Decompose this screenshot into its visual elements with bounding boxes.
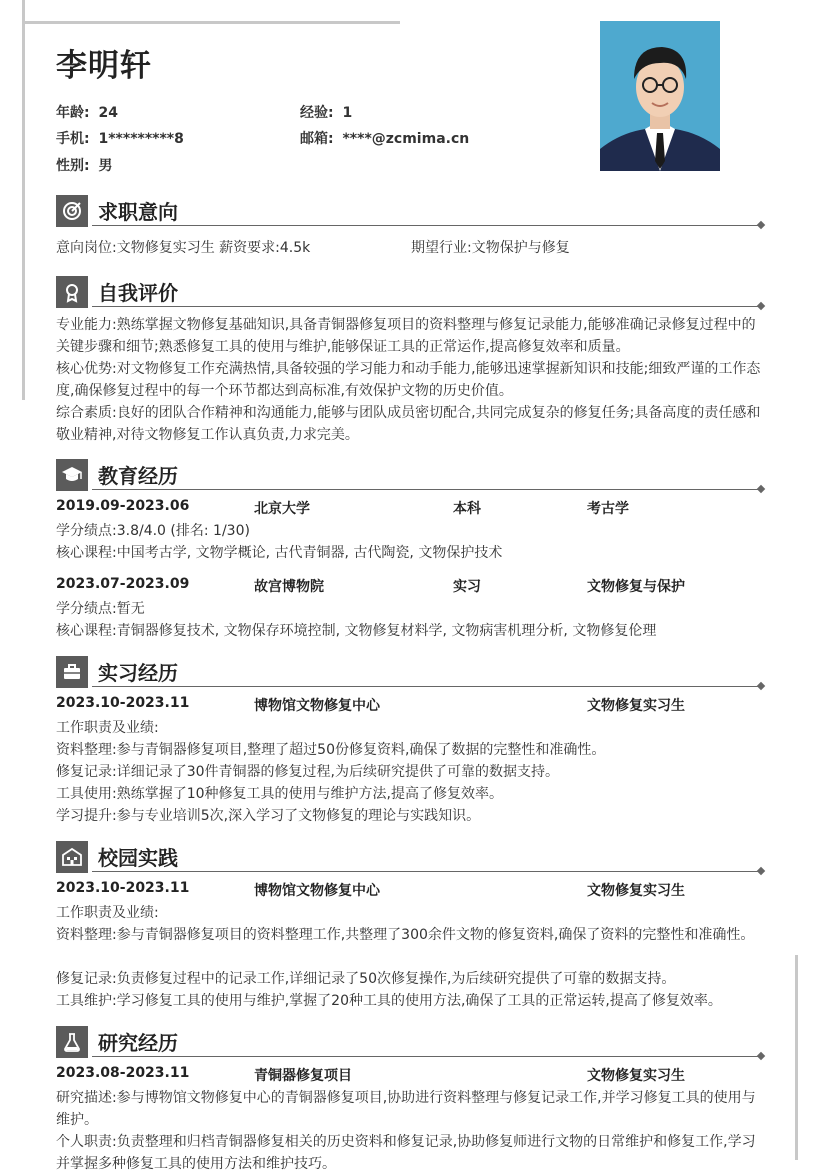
- graduation-cap-icon: [56, 459, 88, 491]
- intent-position-salary: 意向岗位:文物修复实习生 薪资要求:4.5k: [56, 240, 311, 256]
- age-value: 24: [98, 105, 118, 121]
- briefcase-icon: [56, 656, 88, 688]
- research-project: 青铜器修复项目: [254, 1068, 352, 1084]
- section-divider: [92, 686, 760, 687]
- email-field: [300, 128, 469, 148]
- section-divider-dot: [757, 302, 765, 310]
- section-divider: [92, 871, 760, 872]
- section-header-research: [56, 1026, 765, 1060]
- section-title-intent: 求职意向: [98, 200, 178, 224]
- email-value: ****@zcmima.cn: [342, 131, 470, 147]
- research-role: 文物修复实习生: [587, 1068, 685, 1084]
- edu-1-major: 考古学: [587, 501, 629, 517]
- research-date: 2023.08-2023.11: [56, 1065, 190, 1081]
- edu-2-degree: 实习: [453, 579, 481, 595]
- section-divider: [92, 1056, 760, 1057]
- research-description: 研究描述:参与博物馆文物修复中心的青铜器修复项目,协助进行资料整理与修复记录工作,并学习修复工具的使用与维护。: [56, 1090, 756, 1128]
- intern-line: 修复记录:详细记录了30件青铜器的修复过程,为后续研究提供了可靠的数据支持。: [56, 764, 559, 780]
- phone-value: 1*********8: [98, 131, 184, 147]
- phone-label: 手机:: [56, 131, 90, 147]
- phone-field: [56, 128, 184, 148]
- section-divider-dot: [757, 221, 765, 229]
- intern-line: 工作职责及业绩:: [56, 720, 159, 736]
- email-label: 邮箱:: [300, 131, 334, 147]
- section-divider: [92, 225, 760, 226]
- intern-line: 工具使用:熟练掌握了10种修复工具的使用与维护方法,提高了修复效率。: [56, 786, 503, 802]
- section-title-internship: 实习经历: [98, 661, 178, 685]
- section-header-self: [56, 276, 765, 310]
- section-divider-dot: [757, 682, 765, 690]
- section-title-research: 研究经历: [98, 1031, 178, 1055]
- campus-line: 资料整理:参与青铜器修复项目的资料整理工作,共整理了300余件文物的修复资料,确保了资料的完整性和准确性。: [56, 927, 755, 943]
- section-divider-dot: [757, 867, 765, 875]
- edu-1-degree: 本科: [453, 501, 481, 517]
- section-header-internship: [56, 656, 765, 690]
- research-duties: 个人职责:负责整理和归档青铜器修复相关的历史资料和修复记录,协助修复师进行文物的日常维护和修复工作,学习并掌握多种修复工具的使用方法和维护技巧。: [56, 1134, 756, 1172]
- intern-line: 学习提升:参与专业培训5次,深入学习了文物修复的理论与实践知识。: [56, 808, 481, 824]
- decorative-left-line: [22, 0, 25, 400]
- age-label: 年龄:: [56, 105, 90, 121]
- intern-date: 2023.10-2023.11: [56, 695, 190, 711]
- profile-photo: [600, 21, 720, 171]
- edu-1-school: 北京大学: [254, 501, 310, 517]
- section-divider: [92, 306, 760, 307]
- campus-line: 工作职责及业绩:: [56, 905, 159, 921]
- campus-line: 工具维护:学习修复工具的使用与维护,掌握了20种工具的使用方法,确保了工具的正常运转,提高了修复效率。: [56, 993, 722, 1009]
- experience-label: 经验:: [300, 105, 334, 121]
- section-title-self: 自我评价: [98, 281, 178, 305]
- gender-label: 性别:: [56, 158, 90, 174]
- intern-role: 文物修复实习生: [587, 698, 685, 714]
- age-field: [56, 102, 118, 122]
- section-header-education: [56, 459, 765, 493]
- edu-2-date: 2023.07-2023.09: [56, 576, 190, 592]
- self-eval-strength: 核心优势:对文物修复工作充满热情,具备较强的学习能力和动手能力,能够迅速掌握新知识和技能;细致严谨的工作态度,确保修复过程中的每一个环节都达到高标准,有效保护文物的历史价值。: [56, 361, 761, 399]
- section-divider-dot: [757, 485, 765, 493]
- edu-2-gpa: 学分绩点:暂无: [56, 601, 145, 617]
- campus-role: 文物修复实习生: [587, 883, 685, 899]
- self-eval-quality: 综合素质:良好的团队合作精神和沟通能力,能够与团队成员密切配合,共同完成复杂的修复任务;具备高度的责任感和敬业精神,对待文物修复工作认真负责,力求完美。: [56, 405, 761, 443]
- edu-2-major: 文物修复与保护: [587, 579, 685, 595]
- decorative-top-line: [22, 21, 400, 24]
- experience-field: [300, 102, 352, 122]
- target-icon: [56, 195, 88, 227]
- gender-value: 男: [98, 158, 113, 174]
- section-divider-dot: [757, 1052, 765, 1060]
- experience-value: 1: [342, 105, 353, 121]
- self-eval-professional: 专业能力:熟练掌握文物修复基础知识,具备青铜器修复项目的资料整理与修复记录能力,能够准确记录修复过程中的关键步骤和细节;熟悉修复工具的使用与维护,能够保证工具的正常运作,提高修复效率和质量。: [56, 317, 756, 355]
- intent-industry: 期望行业:文物保护与修复: [411, 240, 570, 256]
- section-title-education: 教育经历: [98, 464, 178, 488]
- campus-date: 2023.10-2023.11: [56, 880, 190, 896]
- gender-field: [56, 155, 112, 175]
- campus-org: 博物馆文物修复中心: [254, 883, 380, 899]
- section-header-campus: [56, 841, 765, 875]
- edu-1-gpa: 学分绩点:3.8/4.0 (排名: 1/30): [56, 523, 250, 539]
- edu-2-courses: 核心课程:青铜器修复技术, 文物保存环境控制, 文物修复材料学, 文物病害机理分析, 文物修复伦理: [56, 623, 657, 639]
- section-divider: [92, 489, 760, 490]
- edu-2-school: 故宫博物院: [254, 579, 324, 595]
- intern-line: 资料整理:参与青铜器修复项目,整理了超过50份修复资料,确保了数据的完整性和准确性。: [56, 742, 606, 758]
- campus-line: 修复记录:负责修复过程中的记录工作,详细记录了50次修复操作,为后续研究提供了可靠的数据支持。: [56, 971, 676, 987]
- flask-icon: [56, 1026, 88, 1058]
- section-header-intent: [56, 195, 765, 229]
- edu-1-courses: 核心课程:中国考古学, 文物学概论, 古代青铜器, 古代陶瓷, 文物保护技术: [56, 545, 503, 561]
- intern-org: 博物馆文物修复中心: [254, 698, 380, 714]
- edu-1-date: 2019.09-2023.06: [56, 498, 190, 514]
- candidate-name: 李明轩: [56, 48, 152, 84]
- building-icon: [56, 841, 88, 873]
- decorative-right-line: [795, 955, 798, 1160]
- section-title-campus: 校园实践: [98, 846, 178, 870]
- award-icon: [56, 276, 88, 308]
